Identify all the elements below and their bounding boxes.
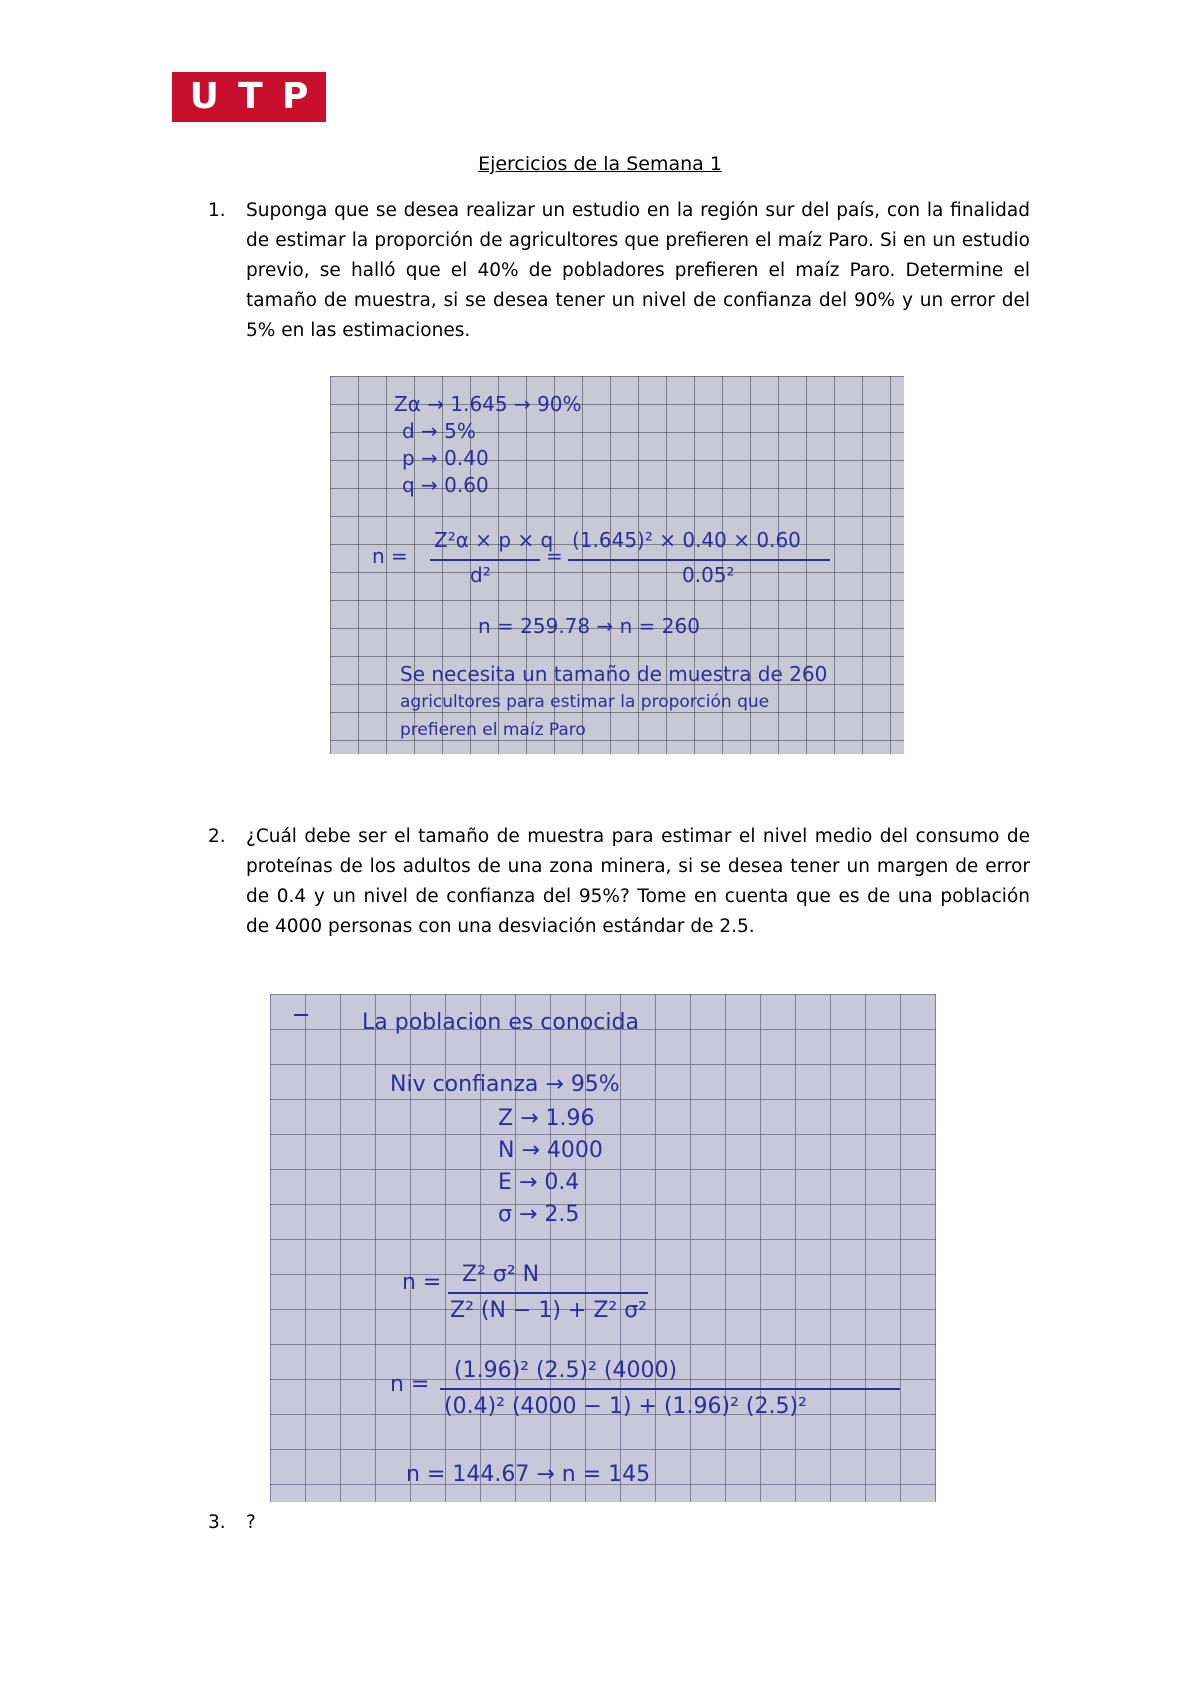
hw-formula-den: (0.4)² (4000 − 1) + (1.96)² (2.5)²: [444, 1394, 807, 1419]
handwritten-solution-1: [330, 376, 904, 754]
logo-letter-p: P: [281, 76, 309, 117]
hw-formula-eq: =: [546, 544, 563, 568]
hw-formula-lhs: n =: [390, 1372, 430, 1397]
hw-formula-lhs: n =: [402, 1270, 442, 1295]
logo-letter-t: T: [238, 76, 263, 117]
hw-line: N → 4000: [498, 1138, 603, 1163]
hw-formula-lhs: n =: [372, 544, 408, 568]
exercise-text: ?: [246, 1512, 256, 1533]
fraction-bar: [568, 559, 830, 561]
fraction-bar: [430, 559, 540, 561]
exercise-2: [208, 822, 1030, 942]
dash-mark: [294, 1014, 308, 1016]
hw-result: n = 259.78 → n = 260: [478, 614, 700, 638]
hw-conclusion: Se necesita un tamaño de muestra de 260: [400, 662, 828, 686]
hw-line: E → 0.4: [498, 1170, 580, 1195]
exercise-number: 3.: [208, 1512, 226, 1533]
page-title: Ejercicios de la Semana 1: [478, 153, 722, 175]
hw-line: Niv confianza → 95%: [390, 1072, 620, 1097]
hw-line: σ → 2.5: [498, 1202, 580, 1227]
hw-formula-den: d²: [470, 563, 491, 587]
exercise-text: ¿Cuál debe ser el tamaño de muestra para estimar el nivel medio del consumo de proteínas de los adultos de una zona minera, si se desea tener un margen de error de 0.4 y un nivel de confianza del 95%? Tome en cuenta que es de una población de 4000 personas con una desviación estándar de 2.5.: [246, 826, 1030, 937]
exercise-3: [208, 1508, 1030, 1538]
hw-line: d → 5%: [402, 419, 476, 443]
exercise-number: 2.: [208, 826, 226, 847]
fraction-bar: [448, 1292, 648, 1294]
hw-formula-rnum: (1.645)² × 0.40 × 0.60: [572, 528, 801, 552]
handwritten-solution-2: [270, 994, 936, 1502]
logo-letter-u: U: [189, 76, 219, 117]
hw-formula-num: Z² σ² N: [462, 1262, 540, 1287]
hw-conclusion: agricultores para estimar la proporción que: [400, 692, 770, 712]
exercise-1: [208, 196, 1030, 346]
hw-line: q → 0.60: [402, 473, 489, 497]
hw-formula-num: Z²α × p × q: [434, 528, 554, 552]
hw-formula-den: Z² (N − 1) + Z² σ²: [450, 1298, 647, 1323]
hw-line: p → 0.40: [402, 446, 489, 470]
exercise-text: Suponga que se desea realizar un estudio en la región sur del país, con la finalidad de estimar la proporción de agricultores que prefieren el maíz Paro. Si en un estudio previo, se halló que el 40% de pobladores prefieren el maíz Paro. Determine el tamaño de muestra, si se desea tener un nivel de confianza del 90% y un error del 5% en las estimaciones.: [246, 200, 1030, 341]
hw-line: Zα → 1.645 → 90%: [394, 392, 582, 416]
hw-line: Z → 1.96: [498, 1106, 595, 1131]
hw-formula-num: (1.96)² (2.5)² (4000): [454, 1358, 678, 1383]
hw-conclusion: prefieren el maíz Paro: [400, 720, 586, 740]
hw-formula-rden: 0.05²: [682, 563, 735, 587]
exercise-number: 1.: [208, 200, 226, 221]
fraction-bar: [440, 1388, 900, 1390]
hw-heading: La poblacion es conocida: [362, 1010, 639, 1035]
hw-result: n = 144.67 → n = 145: [406, 1462, 651, 1487]
utp-logo: [172, 72, 326, 122]
